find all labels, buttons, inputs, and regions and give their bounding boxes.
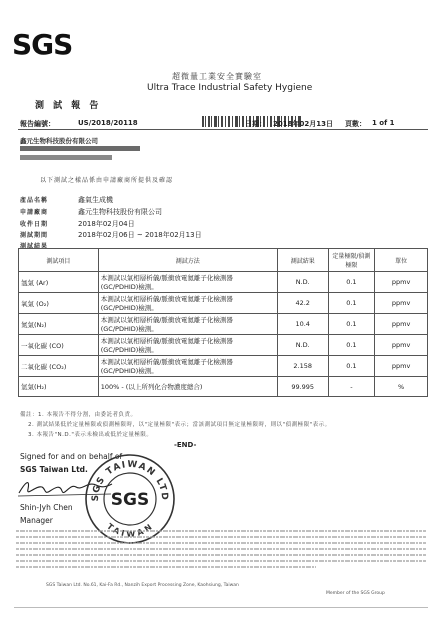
row-item: 二氧化碳 (CO₂): [19, 356, 99, 377]
test-period: 2018年02月06日 ~ 2018年02月13日: [78, 231, 202, 239]
method-line: 本測試以氣相層析儀/脈衝放電氦離子化檢測器: [100, 274, 233, 282]
footer-member: Member of the SGS Group: [326, 591, 385, 596]
signed-for-text: Signed for and on behalf of: [20, 452, 123, 461]
stamp-center-text: SGS: [110, 490, 150, 510]
method-line: (GC/PDHID)檢測。: [100, 346, 158, 354]
results-table: [18, 248, 428, 397]
method-line: (GC/PDHID)檢測。: [100, 367, 158, 375]
bottom-rule: [14, 607, 428, 608]
applicant-label: 申請廠商: [20, 209, 49, 216]
applicant: 鑫元生物科技股份有限公司: [78, 208, 162, 216]
method-line: 本測試以氣相層析儀/脈衝放電氦離子化檢測器: [100, 337, 233, 345]
header-item: 測試項目: [19, 249, 99, 272]
page-label: 頁數：: [345, 120, 366, 128]
row-method: [98, 377, 277, 397]
table-row: [19, 335, 428, 356]
remark-1: 備註：1. 本報告不得分割，由委託者負責。: [20, 412, 137, 418]
row-result: N.D.: [277, 335, 328, 356]
page-number: 1 of 1: [372, 119, 395, 127]
row-limit: 0.1: [328, 335, 375, 356]
footer-address: SGS Taiwan Ltd. No.61, Kai-Fa Rd., Nanzih Export Processing Zone, Kaohsiung, Taiwan: [46, 583, 239, 588]
test-period-label: 測試期間: [20, 232, 49, 239]
legal-fine-print: [16, 528, 426, 576]
intro-text: 以下測試之樣品係由申請廠商所提供及確認: [40, 177, 174, 184]
remark-3: 3. 本報告"N.D."表示未檢出或低於定量極限。: [28, 432, 153, 438]
row-result: 10.4: [277, 314, 328, 335]
method-line: (GC/PDHID)檢測。: [100, 283, 158, 291]
report-no: US/2018/20118: [78, 119, 138, 127]
table-row: [19, 356, 428, 377]
row-unit: %: [375, 377, 428, 397]
row-limit: 0.1: [328, 272, 375, 293]
method-line: 本測試以氣相層析儀/脈衝放電氦離子化檢測器: [100, 358, 233, 366]
method-line: 本測試以氣相層析儀/脈衝放電氦離子化檢測器: [100, 295, 233, 303]
signer-name: Shin-Jyh Chen: [20, 503, 73, 512]
table-row: [19, 293, 428, 314]
method-line: (GC/PDHID)檢測。: [100, 304, 158, 312]
lab-name-cn: 超微量工業安全實驗室: [172, 72, 262, 81]
table-row: [19, 314, 428, 335]
row-limit: 0.1: [328, 356, 375, 377]
method-line: 本測試以氣相層析儀/脈衝放電氦離子化檢測器: [100, 316, 233, 324]
sample-name-label: 產品名稱: [20, 197, 49, 204]
row-limit: 0.1: [328, 314, 375, 335]
date-label: 日期：: [245, 120, 266, 128]
report-title: 測 試 報 告: [35, 101, 102, 111]
row-method: [98, 335, 277, 356]
received-label: 收件日期: [20, 221, 49, 228]
row-limit: -: [328, 377, 375, 397]
lab-name-en: Ultra Trace Industrial Safety Hygiene: [147, 83, 313, 93]
stamp-bottom-text: TAIWAN: [105, 521, 155, 539]
header-result: 測試結果: [277, 249, 328, 272]
row-method: [98, 272, 277, 293]
row-item: 一氧化碳 (CO): [19, 335, 99, 356]
row-result: 2.158: [277, 356, 328, 377]
remark-2: 2. 測試結果低於定量極限或偵測極限時，以"定量極限"表示；當該測試項目無定量極限時，則以"偵測極限"表示。: [28, 422, 331, 428]
sgs-logo: SGS: [12, 28, 73, 61]
row-result: 42.2: [277, 293, 328, 314]
row-limit: 0.1: [328, 293, 375, 314]
row-result: 99.995: [277, 377, 328, 397]
report-date: 2018年02月13日: [273, 120, 333, 128]
row-method: [98, 314, 277, 335]
header-limit: 定量極限/偵測極限: [328, 249, 375, 272]
row-unit: ppmv: [375, 335, 428, 356]
row-item: 氧氣 (O₂): [19, 293, 99, 314]
report-no-label: 報告編號：: [20, 120, 55, 128]
end-mark: -END-: [174, 441, 197, 449]
received-date: 2018年02月04日: [78, 220, 135, 228]
row-item: 氬氣 (Ar): [19, 272, 99, 293]
client-contact-redacted: [20, 155, 112, 160]
header-unit: 單位: [375, 249, 428, 272]
row-unit: ppmv: [375, 314, 428, 335]
row-unit: ppmv: [375, 293, 428, 314]
row-unit: ppmv: [375, 272, 428, 293]
method-line: 100% - (以上所列化合物濃度總合): [100, 383, 203, 391]
company-name: SGS Taiwan Ltd.: [20, 465, 88, 474]
row-item: 氮氣(N₂): [19, 314, 99, 335]
header-rule: [18, 129, 428, 130]
row-unit: ppmv: [375, 356, 428, 377]
result-label: 測試結果: [20, 243, 49, 250]
row-method: [98, 293, 277, 314]
client-name: 鑫元生物科技股份有限公司: [20, 137, 98, 145]
row-item: 氫氣(H₂): [19, 377, 99, 397]
signer-title: Manager: [20, 516, 53, 525]
header-method: 測試方法: [98, 249, 277, 272]
table-header-row: [19, 249, 428, 272]
row-method: [98, 356, 277, 377]
row-result: N.D.: [277, 272, 328, 293]
client-address-redacted: [20, 146, 140, 151]
method-line: (GC/PDHID)檢測。: [100, 325, 158, 333]
table-row: [19, 272, 428, 293]
table-row: [19, 377, 428, 397]
sample-name: 鑫氣生成機: [78, 196, 113, 204]
stamp-top-text: SGS TAIWAN LTD: [90, 459, 170, 502]
